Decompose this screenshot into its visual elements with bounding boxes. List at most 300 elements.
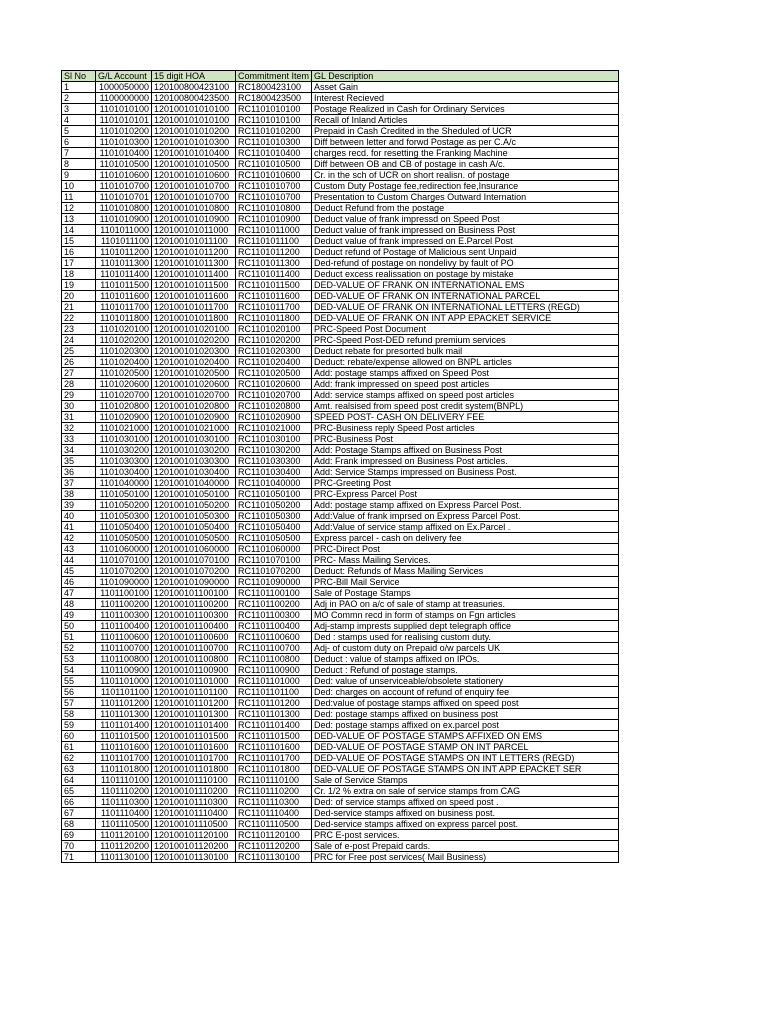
table-row <box>62 159 619 170</box>
cell-sl-no: 14 <box>62 225 96 236</box>
cell-sl-no: 9 <box>62 170 96 181</box>
table-row <box>62 775 619 786</box>
cell-gl-description: PRC-Business reply Speed Post articles <box>312 423 619 434</box>
cell-gl-description: Deduct value of frank impressed on Business Post <box>312 225 619 236</box>
table-row <box>62 632 619 643</box>
cell-gl-account: 1101101600 <box>96 742 152 753</box>
cell-hoa: 120100101010700 <box>152 192 236 203</box>
cell-gl-account: 1101020900 <box>96 412 152 423</box>
cell-sl-no: 37 <box>62 478 96 489</box>
cell-sl-no: 8 <box>62 159 96 170</box>
cell-sl-no: 60 <box>62 731 96 742</box>
cell-gl-account: 1101050500 <box>96 533 152 544</box>
table-row <box>62 456 619 467</box>
cell-sl-no: 43 <box>62 544 96 555</box>
table-row <box>62 346 619 357</box>
cell-gl-account: 1101050300 <box>96 511 152 522</box>
cell-gl-account: 1101030300 <box>96 456 152 467</box>
cell-commitment-item: RC1101011100 <box>236 236 312 247</box>
cell-hoa: 120100101010300 <box>152 137 236 148</box>
cell-hoa: 120100101020400 <box>152 357 236 368</box>
cell-gl-account: 1101010800 <box>96 203 152 214</box>
cell-commitment-item: RC1101011700 <box>236 302 312 313</box>
cell-sl-no: 51 <box>62 632 96 643</box>
cell-gl-account: 1101010100 <box>96 104 152 115</box>
cell-sl-no: 57 <box>62 698 96 709</box>
cell-gl-description: Deduct: Refunds of Mass Mailing Services <box>312 566 619 577</box>
cell-gl-description: Deduct: rebate/expense allowed on BNPL articles <box>312 357 619 368</box>
cell-commitment-item: RC1101010900 <box>236 214 312 225</box>
table-row <box>62 621 619 632</box>
cell-commitment-item: RC1101101000 <box>236 676 312 687</box>
cell-gl-description: Cr. 1/2 % extra on sale of service stamps from CAG <box>312 786 619 797</box>
cell-gl-description: Add: service stamps affixed on speed post articles <box>312 390 619 401</box>
cell-hoa: 120100101100900 <box>152 665 236 676</box>
table-row <box>62 313 619 324</box>
cell-hoa: 120100101011100 <box>152 236 236 247</box>
cell-commitment-item: RC1101011600 <box>236 291 312 302</box>
cell-hoa: 120100101130100 <box>152 852 236 863</box>
cell-gl-account: 1101020200 <box>96 335 152 346</box>
table-row <box>62 566 619 577</box>
cell-commitment-item: RC1101120200 <box>236 841 312 852</box>
cell-gl-account: 1101100900 <box>96 665 152 676</box>
table-body <box>62 82 619 863</box>
cell-gl-account: 1101110400 <box>96 808 152 819</box>
cell-gl-description: SPEED POST- CASH ON DELIVERY FEE <box>312 412 619 423</box>
cell-commitment-item: RC1101050200 <box>236 500 312 511</box>
cell-gl-description: Amt. realsised from speed post credit system(BNPL) <box>312 401 619 412</box>
cell-commitment-item: RC1101020100 <box>236 324 312 335</box>
cell-gl-description: Diff between letter and forwd Postage as per C.A/c <box>312 137 619 148</box>
cell-sl-no: 41 <box>62 522 96 533</box>
cell-gl-account: 1101020600 <box>96 379 152 390</box>
cell-hoa: 120100101050100 <box>152 489 236 500</box>
cell-gl-account: 1101120100 <box>96 830 152 841</box>
cell-sl-no: 61 <box>62 742 96 753</box>
cell-gl-description: PRC-Direct Post <box>312 544 619 555</box>
cell-gl-account: 1101101300 <box>96 709 152 720</box>
cell-gl-description: Deduct excess realissation on postage by mistake <box>312 269 619 280</box>
cell-hoa: 120100101010100 <box>152 104 236 115</box>
cell-commitment-item: RC1101070200 <box>236 566 312 577</box>
cell-commitment-item: RC1101011400 <box>236 269 312 280</box>
table-row <box>62 830 619 841</box>
cell-gl-description: PRC E-post services. <box>312 830 619 841</box>
cell-gl-description: Ded : stamps used for realising custom duty. <box>312 632 619 643</box>
cell-sl-no: 65 <box>62 786 96 797</box>
table-row <box>62 357 619 368</box>
cell-commitment-item: RC1101100700 <box>236 643 312 654</box>
cell-commitment-item: RC1101100600 <box>236 632 312 643</box>
cell-commitment-item: RC1101120100 <box>236 830 312 841</box>
cell-hoa: 120100101100800 <box>152 654 236 665</box>
cell-hoa: 120100101110200 <box>152 786 236 797</box>
cell-hoa: 120100101020500 <box>152 368 236 379</box>
cell-commitment-item: RC1101110400 <box>236 808 312 819</box>
table-row <box>62 665 619 676</box>
cell-gl-description: Deduct value of frank impressed on E.Parcel Post <box>312 236 619 247</box>
cell-gl-account: 1101030200 <box>96 445 152 456</box>
table-row <box>62 214 619 225</box>
cell-hoa: 120100101021000 <box>152 423 236 434</box>
cell-commitment-item: RC1101010100 <box>236 104 312 115</box>
table-row <box>62 610 619 621</box>
cell-sl-no: 25 <box>62 346 96 357</box>
cell-commitment-item: RC1101101300 <box>236 709 312 720</box>
cell-sl-no: 34 <box>62 445 96 456</box>
cell-gl-account: 1101011600 <box>96 291 152 302</box>
cell-sl-no: 33 <box>62 434 96 445</box>
cell-gl-account: 1101100800 <box>96 654 152 665</box>
table-row <box>62 467 619 478</box>
table-row <box>62 192 619 203</box>
cell-sl-no: 17 <box>62 258 96 269</box>
cell-hoa: 120100101011500 <box>152 280 236 291</box>
cell-gl-account: 1101010300 <box>96 137 152 148</box>
cell-commitment-item: RC1101101500 <box>236 731 312 742</box>
cell-sl-no: 30 <box>62 401 96 412</box>
cell-gl-account: 1101060000 <box>96 544 152 555</box>
cell-gl-account: 1101101700 <box>96 753 152 764</box>
table-row <box>62 742 619 753</box>
cell-commitment-item: RC1101101800 <box>236 764 312 775</box>
cell-gl-account: 1101100600 <box>96 632 152 643</box>
cell-sl-no: 1 <box>62 82 96 93</box>
cell-gl-description: Deduct Refund from the postage <box>312 203 619 214</box>
cell-sl-no: 26 <box>62 357 96 368</box>
cell-hoa: 120100101101300 <box>152 709 236 720</box>
cell-gl-account: 1101030100 <box>96 434 152 445</box>
table-row <box>62 500 619 511</box>
cell-gl-account: 1101100200 <box>96 599 152 610</box>
cell-hoa: 120100101011600 <box>152 291 236 302</box>
cell-commitment-item: RC1101110100 <box>236 775 312 786</box>
cell-commitment-item: RC1101011000 <box>236 225 312 236</box>
cell-gl-account: 1101030400 <box>96 467 152 478</box>
table-row <box>62 104 619 115</box>
cell-hoa: 120100101050300 <box>152 511 236 522</box>
cell-gl-description: DED-VALUE OF POSTAGE STAMPS ON INT APP EPACKET SER <box>312 764 619 775</box>
cell-gl-description: Deduct : Refund of postage stamps. <box>312 665 619 676</box>
cell-gl-account: 1101100400 <box>96 621 152 632</box>
table-row <box>62 115 619 126</box>
cell-sl-no: 13 <box>62 214 96 225</box>
cell-sl-no: 54 <box>62 665 96 676</box>
cell-gl-description: Ded:value of postage stamps affixed on speed post <box>312 698 619 709</box>
table-row <box>62 731 619 742</box>
cell-sl-no: 22 <box>62 313 96 324</box>
cell-commitment-item: RC1800423500 <box>236 93 312 104</box>
table-row <box>62 93 619 104</box>
cell-commitment-item: RC1101050300 <box>236 511 312 522</box>
cell-gl-account: 1101010500 <box>96 159 152 170</box>
cell-gl-account: 1101100300 <box>96 610 152 621</box>
cell-commitment-item: RC1101010800 <box>236 203 312 214</box>
cell-hoa: 120100101030200 <box>152 445 236 456</box>
cell-hoa: 120100101011400 <box>152 269 236 280</box>
cell-commitment-item: RC1101010200 <box>236 126 312 137</box>
cell-gl-description: Ded: value of unserviceable/obsolete stationery <box>312 676 619 687</box>
table-row <box>62 709 619 720</box>
cell-sl-no: 20 <box>62 291 96 302</box>
table-row <box>62 82 619 93</box>
cell-sl-no: 29 <box>62 390 96 401</box>
cell-gl-description: Add: postage stamp affixed on Express Parcel Post. <box>312 500 619 511</box>
cell-commitment-item: RC1101011300 <box>236 258 312 269</box>
table-row <box>62 335 619 346</box>
cell-gl-description: Adj- of custom duty on Prepaid o/w parcels UK <box>312 643 619 654</box>
cell-hoa: 120100101100300 <box>152 610 236 621</box>
cell-hoa: 120100101070200 <box>152 566 236 577</box>
cell-gl-description: DED-VALUE OF FRANK ON INTERNATIONAL LETTERS (REGD) <box>312 302 619 313</box>
cell-gl-description: Cr. in the sch of UCR on short realisn. of postage <box>312 170 619 181</box>
cell-hoa: 120100101020200 <box>152 335 236 346</box>
cell-gl-description: Add: Postage Stamps affixed on Business Post <box>312 445 619 456</box>
table-row <box>62 423 619 434</box>
cell-sl-no: 44 <box>62 555 96 566</box>
cell-commitment-item: RC1101100800 <box>236 654 312 665</box>
table-row <box>62 676 619 687</box>
cell-gl-account: 1101040000 <box>96 478 152 489</box>
cell-gl-description: DED-VALUE OF FRANK ON INTERNATIONAL PARCEL <box>312 291 619 302</box>
table-row <box>62 786 619 797</box>
cell-hoa: 120100101010400 <box>152 148 236 159</box>
cell-gl-description: Custom Duty Postage fee,redirection fee,Insurance <box>312 181 619 192</box>
cell-gl-account: 1101101800 <box>96 764 152 775</box>
cell-gl-description: Sale of e-post Prepaid cards. <box>312 841 619 852</box>
cell-sl-no: 15 <box>62 236 96 247</box>
cell-commitment-item: RC1101010100 <box>236 115 312 126</box>
cell-sl-no: 56 <box>62 687 96 698</box>
cell-commitment-item: RC1101011200 <box>236 247 312 258</box>
cell-hoa: 120100101110500 <box>152 819 236 830</box>
cell-commitment-item: RC1101090000 <box>236 577 312 588</box>
cell-gl-description: Sale of Postage Stamps <box>312 588 619 599</box>
cell-gl-description: PRC-Express Parcel Post <box>312 489 619 500</box>
cell-gl-description: Ded: postage stamps affixed on business post <box>312 709 619 720</box>
cell-gl-description: Diff between OB and CB of postage in cash A/c. <box>312 159 619 170</box>
cell-commitment-item: RC1101101700 <box>236 753 312 764</box>
cell-hoa: 120100101101100 <box>152 687 236 698</box>
table-row <box>62 819 619 830</box>
cell-sl-no: 24 <box>62 335 96 346</box>
cell-hoa: 120100101101800 <box>152 764 236 775</box>
cell-gl-description: PRC-Business Post <box>312 434 619 445</box>
cell-commitment-item: RC1101101400 <box>236 720 312 731</box>
cell-sl-no: 68 <box>62 819 96 830</box>
cell-commitment-item: RC1101070100 <box>236 555 312 566</box>
cell-commitment-item: RC1101021000 <box>236 423 312 434</box>
cell-hoa: 120100101050400 <box>152 522 236 533</box>
cell-gl-description: PRC-Speed Post Document <box>312 324 619 335</box>
table-row <box>62 170 619 181</box>
cell-hoa: 120100800423100 <box>152 82 236 93</box>
cell-gl-account: 1101050400 <box>96 522 152 533</box>
cell-gl-account: 1101020100 <box>96 324 152 335</box>
table-row <box>62 401 619 412</box>
cell-hoa: 120100101010200 <box>152 126 236 137</box>
cell-hoa: 120100101101700 <box>152 753 236 764</box>
table-row <box>62 599 619 610</box>
cell-sl-no: 47 <box>62 588 96 599</box>
cell-sl-no: 7 <box>62 148 96 159</box>
cell-hoa: 120100101101000 <box>152 676 236 687</box>
cell-gl-account: 1101101100 <box>96 687 152 698</box>
cell-hoa: 120100101100100 <box>152 588 236 599</box>
cell-hoa: 120100101110100 <box>152 775 236 786</box>
cell-gl-description: Ded-service stamps affixed on business post. <box>312 808 619 819</box>
cell-commitment-item: RC1101010700 <box>236 181 312 192</box>
cell-hoa: 120100101010800 <box>152 203 236 214</box>
cell-gl-description: DED-VALUE OF POSTAGE STAMP ON INT PARCEL <box>312 742 619 753</box>
cell-gl-account: 1101101400 <box>96 720 152 731</box>
cell-hoa: 120100101010700 <box>152 181 236 192</box>
cell-sl-no: 50 <box>62 621 96 632</box>
cell-gl-description: Deduct rebate for presorted bulk mail <box>312 346 619 357</box>
cell-gl-account: 1101130100 <box>96 852 152 863</box>
table-row <box>62 720 619 731</box>
table-row <box>62 478 619 489</box>
cell-gl-description: Express parcel - cash on delivery fee <box>312 533 619 544</box>
table-row <box>62 687 619 698</box>
table-row <box>62 808 619 819</box>
cell-commitment-item: RC1800423100 <box>236 82 312 93</box>
cell-hoa: 120100101020800 <box>152 401 236 412</box>
cell-hoa: 120100101050200 <box>152 500 236 511</box>
cell-sl-no: 18 <box>62 269 96 280</box>
table-row <box>62 280 619 291</box>
cell-gl-description: DED-VALUE OF POSTAGE STAMPS AFFIXED ON EMS <box>312 731 619 742</box>
cell-sl-no: 21 <box>62 302 96 313</box>
table-row <box>62 379 619 390</box>
cell-sl-no: 19 <box>62 280 96 291</box>
cell-gl-account: 1101010701 <box>96 192 152 203</box>
cell-hoa: 120100101100200 <box>152 599 236 610</box>
cell-sl-no: 71 <box>62 852 96 863</box>
cell-gl-account: 1100000000 <box>96 93 152 104</box>
cell-sl-no: 27 <box>62 368 96 379</box>
cell-sl-no: 53 <box>62 654 96 665</box>
cell-gl-account: 1101020500 <box>96 368 152 379</box>
cell-gl-account: 1101011000 <box>96 225 152 236</box>
cell-commitment-item: RC1101050500 <box>236 533 312 544</box>
cell-sl-no: 39 <box>62 500 96 511</box>
cell-hoa: 120100101120100 <box>152 830 236 841</box>
cell-commitment-item: RC1101030400 <box>236 467 312 478</box>
cell-commitment-item: RC1101130100 <box>236 852 312 863</box>
cell-hoa: 120100101030300 <box>152 456 236 467</box>
cell-gl-account: 1000050000 <box>96 82 152 93</box>
table-row <box>62 291 619 302</box>
cell-gl-account: 1101090000 <box>96 577 152 588</box>
cell-gl-description: Presentation to Custom Charges Outward Internation <box>312 192 619 203</box>
cell-commitment-item: RC1101060000 <box>236 544 312 555</box>
cell-gl-account: 1101110500 <box>96 819 152 830</box>
cell-commitment-item: RC1101100300 <box>236 610 312 621</box>
cell-sl-no: 11 <box>62 192 96 203</box>
cell-gl-account: 1101020300 <box>96 346 152 357</box>
table-row <box>62 577 619 588</box>
cell-gl-account: 1101021000 <box>96 423 152 434</box>
cell-gl-description: Adj-stamp imprests supplied dept telegraph office <box>312 621 619 632</box>
table-row <box>62 698 619 709</box>
cell-sl-no: 40 <box>62 511 96 522</box>
table-row <box>62 269 619 280</box>
cell-gl-account: 1101010700 <box>96 181 152 192</box>
table-row <box>62 555 619 566</box>
cell-gl-account: 1101010900 <box>96 214 152 225</box>
table-row <box>62 324 619 335</box>
cell-gl-account: 1101110200 <box>96 786 152 797</box>
cell-gl-description: Add:Value of service stamp affixed on Ex.Parcel . <box>312 522 619 533</box>
cell-hoa: 120100101010600 <box>152 170 236 181</box>
cell-gl-description: Recall of Inland Articles <box>312 115 619 126</box>
table-row <box>62 126 619 137</box>
cell-gl-account: 1101110100 <box>96 775 152 786</box>
cell-hoa: 120100101060000 <box>152 544 236 555</box>
cell-commitment-item: RC1101030300 <box>236 456 312 467</box>
cell-gl-description: Adj in PAO on a/c of sale of stamp at treasuries. <box>312 599 619 610</box>
header-row <box>62 71 619 82</box>
cell-sl-no: 6 <box>62 137 96 148</box>
cell-hoa: 120100101010900 <box>152 214 236 225</box>
cell-gl-account: 1101100700 <box>96 643 152 654</box>
cell-gl-description: PRC for Free post services( Mail Business) <box>312 852 619 863</box>
table-row <box>62 753 619 764</box>
cell-gl-account: 1101010200 <box>96 126 152 137</box>
cell-gl-description: DED-VALUE OF FRANK ON INTERNATIONAL EMS <box>312 280 619 291</box>
table-row <box>62 137 619 148</box>
cell-commitment-item: RC1101020700 <box>236 390 312 401</box>
cell-sl-no: 67 <box>62 808 96 819</box>
cell-sl-no: 48 <box>62 599 96 610</box>
cell-gl-description: DED-VALUE OF FRANK ON INT APP EPACKET SERVICE <box>312 313 619 324</box>
cell-hoa: 120100101100700 <box>152 643 236 654</box>
cell-commitment-item: RC1101020400 <box>236 357 312 368</box>
table-row <box>62 258 619 269</box>
table-row <box>62 434 619 445</box>
cell-gl-account: 1101011500 <box>96 280 152 291</box>
cell-gl-description: Ded: charges on account of refund of enquiry fee <box>312 687 619 698</box>
cell-hoa: 120100101030100 <box>152 434 236 445</box>
cell-sl-no: 5 <box>62 126 96 137</box>
cell-hoa: 120100101101500 <box>152 731 236 742</box>
cell-hoa: 120100101011200 <box>152 247 236 258</box>
cell-gl-account: 1101110300 <box>96 797 152 808</box>
table-row <box>62 181 619 192</box>
cell-sl-no: 52 <box>62 643 96 654</box>
cell-gl-description: Ded-refund of postage on nondelivy by fault of PO <box>312 258 619 269</box>
cell-gl-description: MO Commn recd in form of stamps on Fgn articles <box>312 610 619 621</box>
cell-sl-no: 70 <box>62 841 96 852</box>
cell-commitment-item: RC1101011800 <box>236 313 312 324</box>
table-row <box>62 148 619 159</box>
cell-gl-description: Interest Recieved <box>312 93 619 104</box>
cell-commitment-item: RC1101011500 <box>236 280 312 291</box>
cell-sl-no: 46 <box>62 577 96 588</box>
cell-commitment-item: RC1101020300 <box>236 346 312 357</box>
cell-commitment-item: RC1101010400 <box>236 148 312 159</box>
cell-sl-no: 10 <box>62 181 96 192</box>
header-gl-description: GL Description <box>312 71 619 82</box>
cell-sl-no: 23 <box>62 324 96 335</box>
cell-commitment-item: RC1101100100 <box>236 588 312 599</box>
cell-gl-description: PRC-Greeting Post <box>312 478 619 489</box>
cell-gl-description: Add: Frank impressed on Business Post articles. <box>312 456 619 467</box>
cell-gl-account: 1101010600 <box>96 170 152 181</box>
cell-gl-description: Add: postage stamps affixed on Speed Post <box>312 368 619 379</box>
